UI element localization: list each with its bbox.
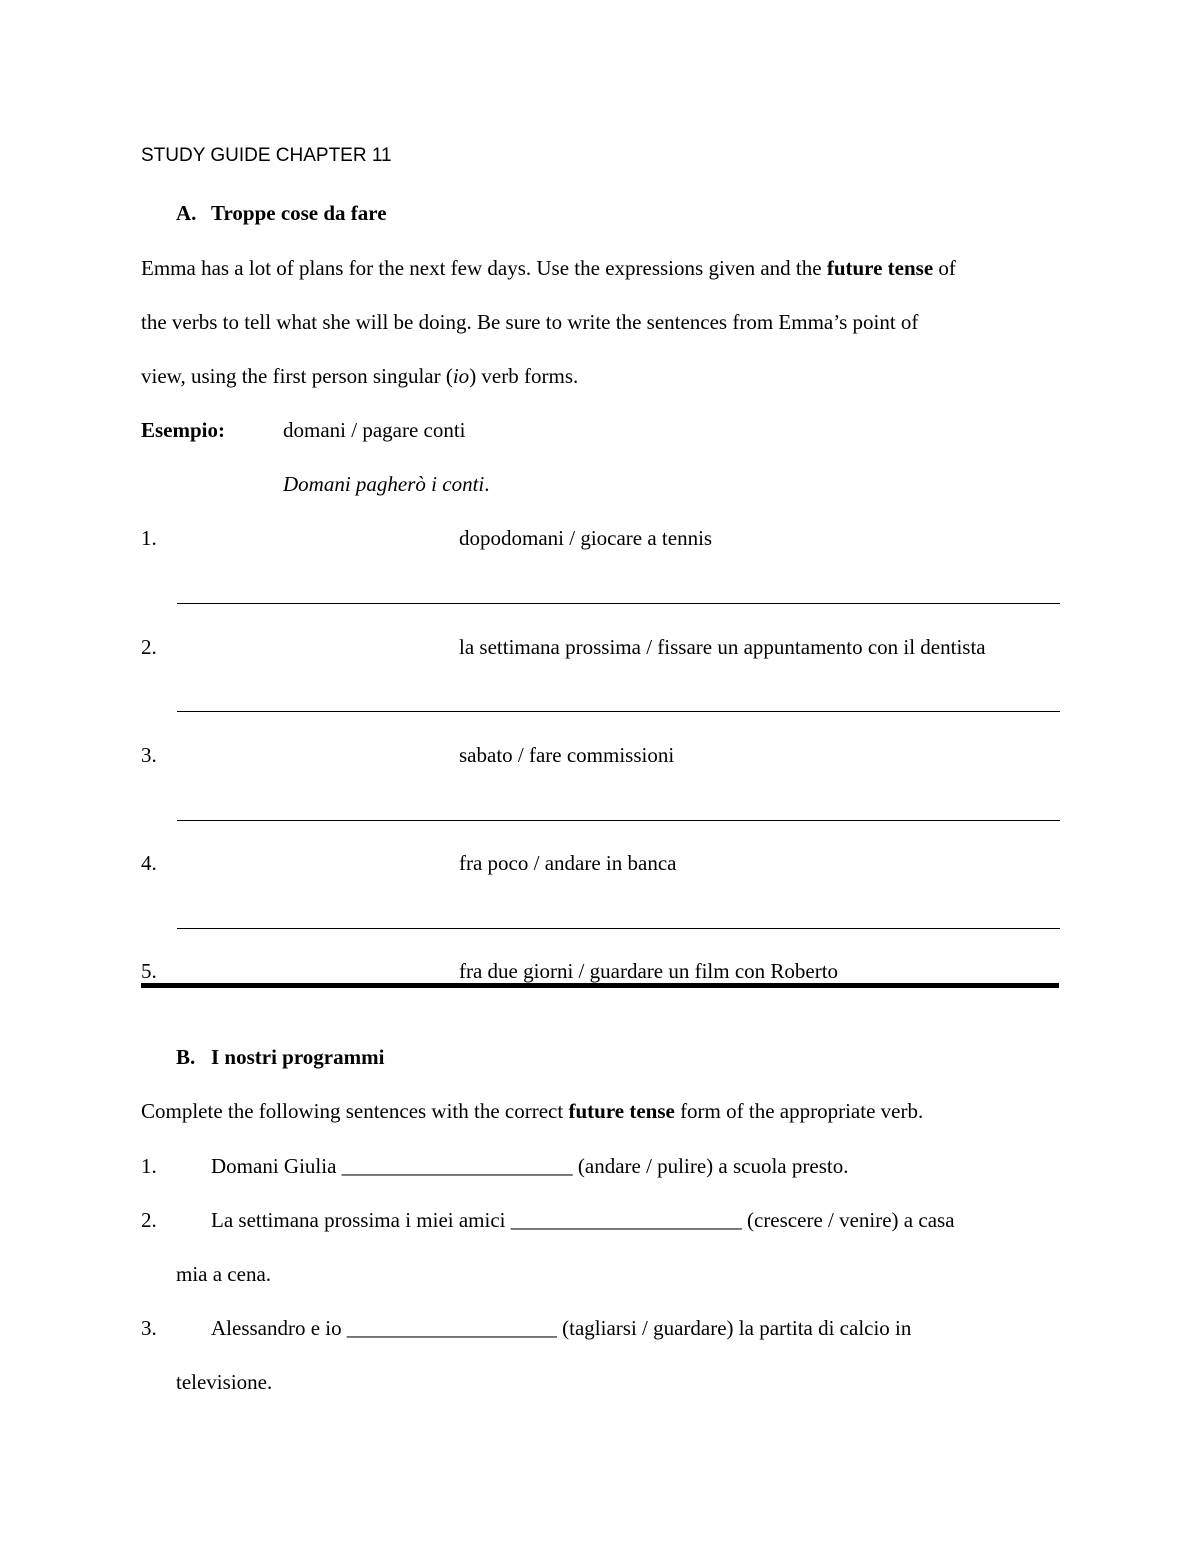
item-b-2-text: La settimana prossima i miei amici ______________________ (crescere / venire) a casa bbox=[211, 1208, 955, 1232]
item-b-3-number: 3. bbox=[141, 1316, 157, 1340]
item-b-2-text-cont: mia a cena. bbox=[176, 1262, 272, 1286]
section-b-intro bbox=[141, 1099, 923, 1124]
section-b-letter: B. bbox=[176, 1045, 196, 1069]
intro-text: ) verb forms. bbox=[469, 364, 579, 388]
answer-line[interactable] bbox=[177, 711, 1060, 712]
item-b-2-number: 2. bbox=[141, 1208, 157, 1232]
item-b-1-text: Domani Giulia ______________________ (andare / pulire) a scuola presto. bbox=[211, 1154, 849, 1178]
intro-text: form of the appropriate verb. bbox=[674, 1099, 924, 1123]
intro-bold-text: future tense bbox=[568, 1099, 675, 1123]
item-a-5-number: 5. bbox=[141, 959, 157, 983]
example-answer-text: Domani pagherò i conti bbox=[283, 472, 485, 496]
example-prompt: domani / pagare conti bbox=[283, 418, 466, 442]
item-b-3-text: Alessandro e io ____________________ (tagliarsi / guardare) la partita di calcio in bbox=[211, 1316, 912, 1340]
item-a-5-prompt: fra due giorni / guardare un film con Roberto bbox=[459, 959, 839, 983]
item-a-4-number: 4. bbox=[141, 851, 157, 875]
item-b-1-number: 1. bbox=[141, 1154, 157, 1178]
example-label: Esempio: bbox=[141, 418, 225, 442]
example-answer-period: . bbox=[484, 472, 490, 496]
item-b-3-text-cont: televisione. bbox=[176, 1370, 273, 1394]
item-a-1-prompt: dopodomani / giocare a tennis bbox=[459, 526, 713, 550]
item-a-3-prompt: sabato / fare commissioni bbox=[459, 743, 675, 767]
section-a-intro-line3 bbox=[141, 364, 578, 389]
intro-italic-text: io bbox=[452, 364, 470, 388]
item-a-1-number: 1. bbox=[141, 526, 157, 550]
answer-line[interactable] bbox=[177, 928, 1060, 929]
intro-text: view, using the first person singular ( bbox=[141, 364, 453, 388]
example-answer bbox=[283, 472, 489, 497]
page-title: STUDY GUIDE CHAPTER 11 bbox=[141, 145, 392, 166]
answer-line[interactable] bbox=[177, 603, 1060, 604]
intro-bold-text: future tense bbox=[826, 256, 934, 280]
answer-line[interactable] bbox=[177, 820, 1060, 821]
intro-text: Complete the following sentences with the correct bbox=[141, 1099, 569, 1123]
item-a-2-number: 2. bbox=[141, 635, 157, 659]
section-b-heading: I nostri programmi bbox=[211, 1045, 385, 1069]
section-a-heading: Troppe cose da fare bbox=[211, 201, 387, 225]
item-a-4-prompt: fra poco / andare in banca bbox=[459, 851, 677, 875]
section-a-intro-line1 bbox=[141, 256, 956, 281]
item-a-3-number: 3. bbox=[141, 743, 157, 767]
section-divider bbox=[141, 984, 1059, 988]
section-a-intro-line2: the verbs to tell what she will be doing. Be sure to write the sentences from Emma’s point of bbox=[141, 310, 919, 334]
intro-text: of bbox=[933, 256, 956, 280]
intro-text: Emma has a lot of plans for the next few days. Use the expressions given and the bbox=[141, 256, 827, 280]
section-a-letter: A. bbox=[176, 201, 197, 225]
item-a-2-prompt: la settimana prossima / fissare un appuntamento con il dentista bbox=[459, 635, 986, 659]
